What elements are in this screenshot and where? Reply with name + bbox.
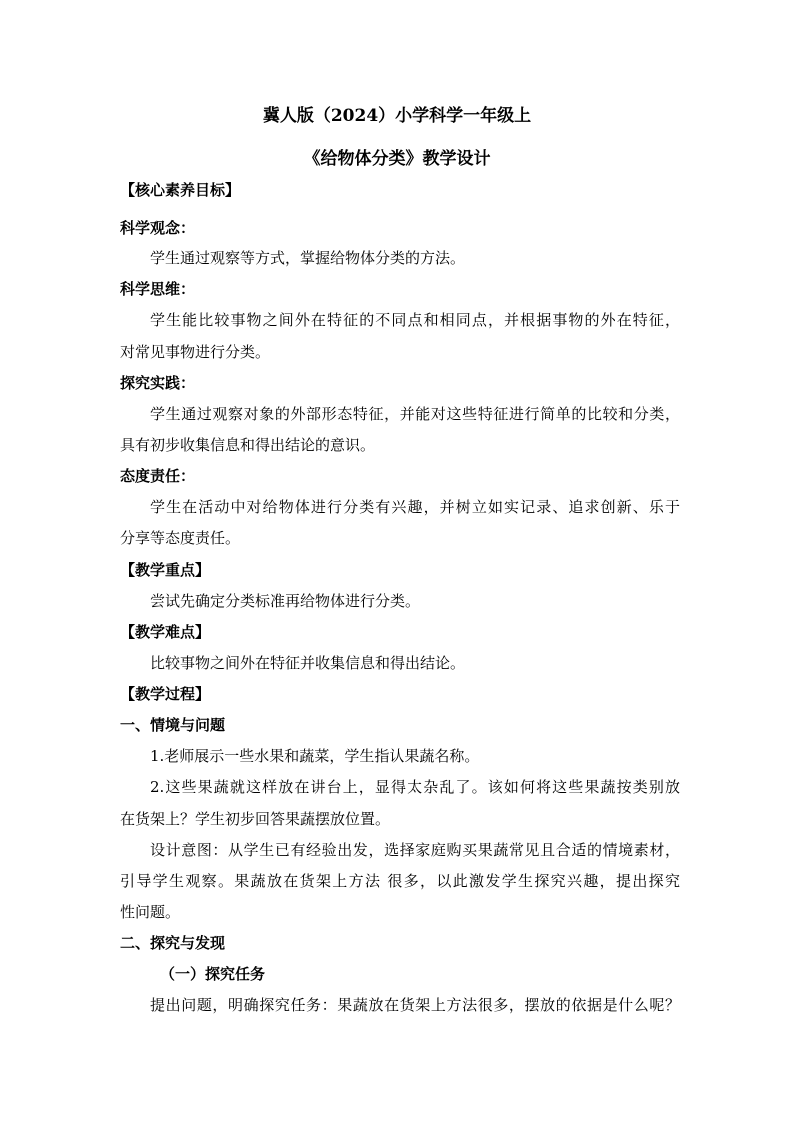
section-1-item-1: 1.老师展示一些水果和蔬菜，学生指认果蔬名称。 [150,747,480,765]
science-concept-text: 学生通过观察等方式，掌握给物体分类的方法。 [150,249,466,267]
attitude-heading: 态度责任： [120,467,196,485]
section-1-item-2-line-1: 2.这些果蔬就这样放在讲台上，显得太杂乱了。该如何将这些果蔬按类别放 [150,778,680,796]
core-goals-heading: 【核心素养目标】 [120,181,241,199]
inquiry-heading: 探究实践： [120,374,196,392]
difficulties-text: 比较事物之间外在特征并收集信息和得出结论。 [150,654,466,672]
design-intent-line-1: 设计意图：从学生已有经验出发，选择家庭购买果蔬常见且合适的情境素材， [150,841,680,859]
subsection-1-text: 提出问题，明确探究任务：果蔬放在货架上方法很多，摆放的依据是什么呢？ [150,996,680,1014]
science-thinking-text-line-1: 学生能比较事物之间外在特征的不同点和相同点，并根据事物的外在特征， [150,311,680,329]
science-thinking-heading: 科学思维： [120,280,196,298]
design-intent-line-3: 性问题。 [120,903,181,921]
section-1-heading: 一、情境与问题 [120,716,226,734]
key-points-heading: 【教学重点】 [120,561,211,579]
difficulties-heading: 【教学难点】 [120,623,211,641]
attitude-text-line-1: 学生在活动中对给物体进行分类有兴趣，并树立如实记录、追求创新、乐于 [150,498,680,516]
document-title-line-2: 《给物体分类》教学设计 [303,149,491,169]
science-thinking-text-line-2: 对常见事物进行分类。 [120,343,271,361]
inquiry-text-line-1: 学生通过观察对象的外部形态特征，并能对这些特征进行简单的比较和分类， [150,405,680,423]
subsection-1-heading: （一）探究任务 [160,965,266,983]
section-1-item-2-line-2: 在货架上？学生初步回答果蔬摆放位置。 [120,810,391,828]
inquiry-text-line-2: 具有初步收集信息和得出结论的意识。 [120,436,376,454]
document-title-line-1: 冀人版（2024）小学科学一年级上 [262,106,532,126]
design-intent-line-2: 引导学生观察。果蔬放在货架上方法 很多，以此激发学生探究兴趣，提出探究 [120,872,680,890]
key-points-text: 尝试先确定分类标准再给物体进行分类。 [150,592,421,610]
attitude-text-line-2: 分享等态度责任。 [120,529,241,547]
science-concept-heading: 科学观念： [120,219,196,237]
process-heading: 【教学过程】 [120,685,211,703]
section-2-heading: 二、探究与发现 [120,934,226,952]
